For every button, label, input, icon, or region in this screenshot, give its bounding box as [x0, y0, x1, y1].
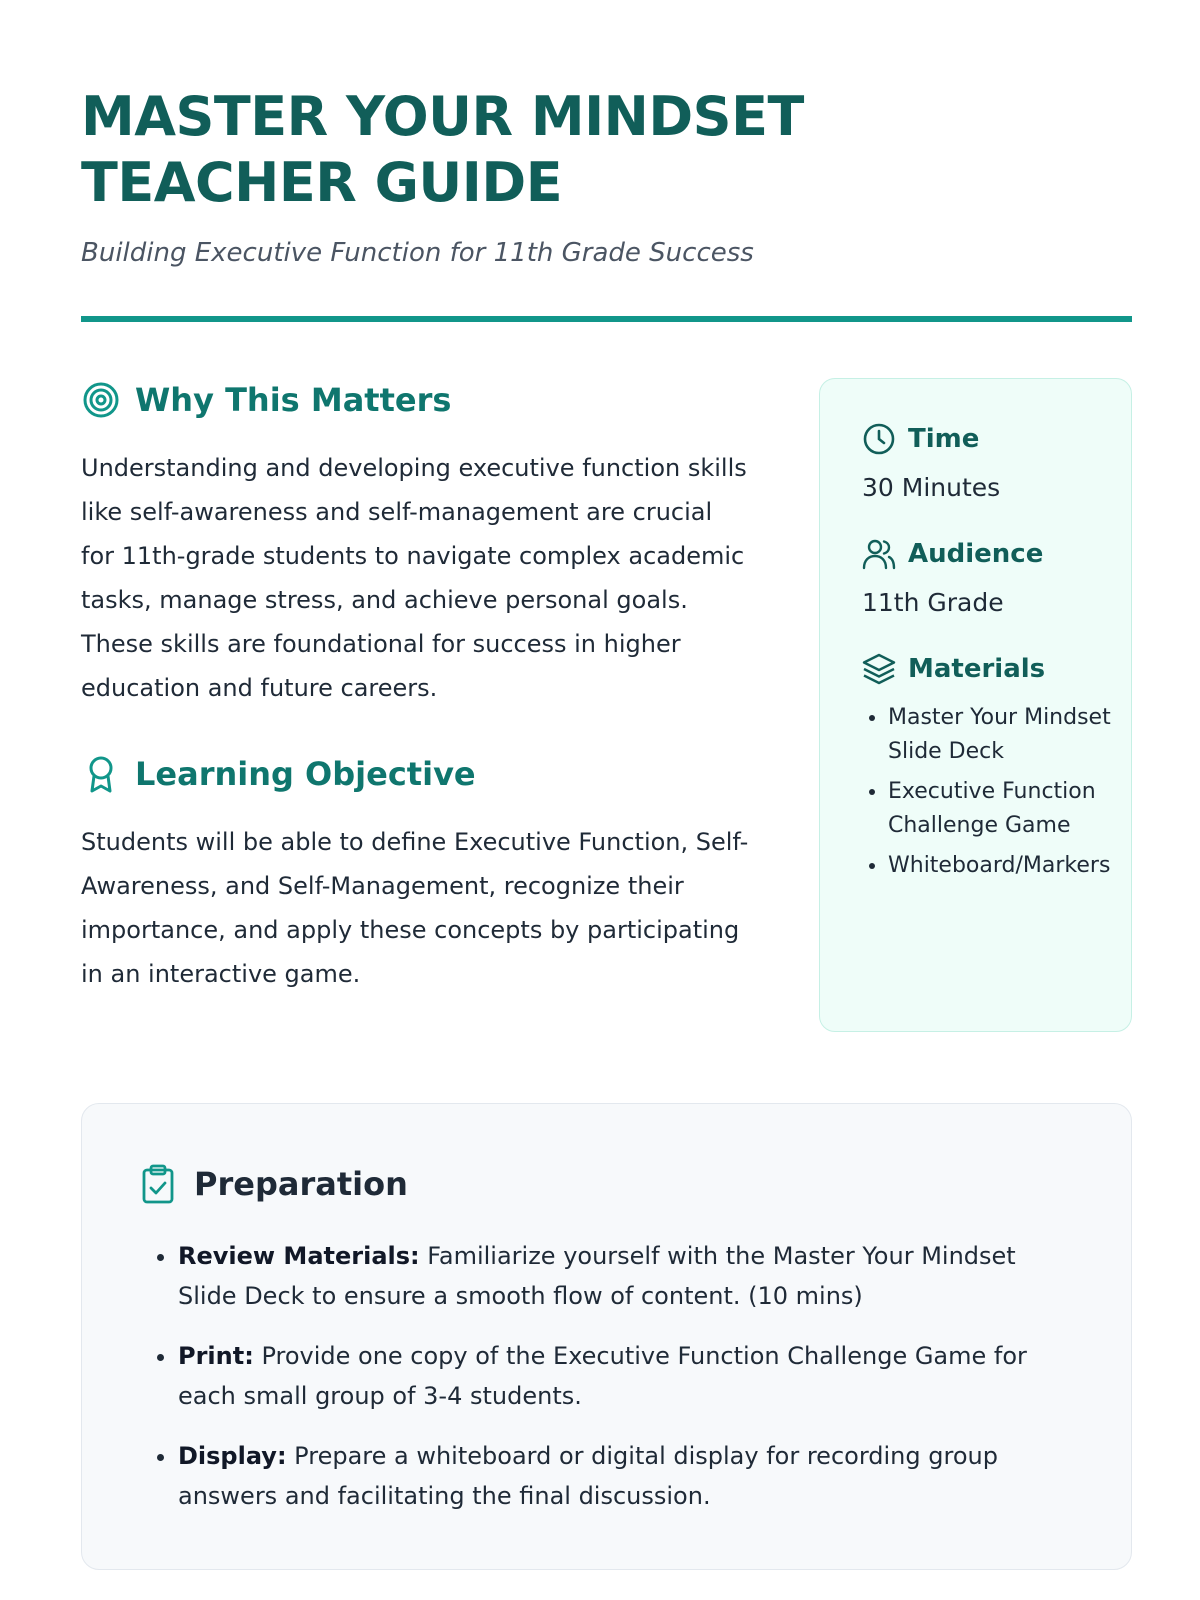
time-label: Time [908, 424, 980, 454]
title-line-2: TEACHER GUIDE [81, 151, 563, 214]
list-item [178, 1236, 1071, 1316]
clipboard-check-icon [140, 1164, 176, 1204]
list-item: • Executive Function Challenge Game [888, 775, 1123, 843]
layers-icon [862, 652, 896, 686]
objective-body: Students will be able to define Executive Function, Self-Awareness, and Self-Management, recognize their importance, and apply these concepts by participating in an interactive game. [81, 828, 749, 988]
objective-heading: Learning Objective [135, 755, 476, 793]
clock-icon [862, 422, 896, 456]
audience-value: 11th Grade [862, 588, 1004, 617]
materials-info [862, 651, 1131, 883]
why-section-header [81, 378, 751, 422]
preparation-list [140, 1236, 1071, 1516]
users-icon [862, 537, 896, 571]
title-line-1: MASTER YOUR MINDSET [81, 85, 804, 148]
why-body: Understanding and developing executive function skills like self-awareness and self-management are crucial for 11th-grade students to navigate complex academic tasks, manage stress, and achieve personal goals. These skills are foundational for success in higher education and future careers. [81, 454, 747, 702]
prep-item-label: Print: [178, 1342, 254, 1370]
audience-info [862, 536, 1131, 617]
materials-list [862, 701, 1123, 883]
prep-item-text: Prepare a whiteboard or digital display for recording group answers and facilitating the final discussion. [178, 1442, 998, 1510]
target-icon [81, 380, 121, 420]
preparation-card [81, 1103, 1132, 1570]
objective-section-header [81, 752, 751, 796]
list-item: • Whiteboard/Markers [888, 849, 1123, 883]
list-item [178, 1436, 1071, 1516]
time-info [862, 421, 1131, 502]
award-icon [81, 754, 121, 794]
audience-label: Audience [908, 539, 1044, 569]
prep-item-text: Familiarize yourself with the Master Your Mindset Slide Deck to ensure a smooth flow of content. (10 mins) [178, 1242, 1016, 1310]
lesson-info-card [819, 378, 1132, 1032]
list-item [178, 1336, 1071, 1416]
list-item: • Master Your Mindset Slide Deck [888, 701, 1123, 769]
preparation-heading: Preparation [194, 1165, 408, 1203]
prep-item-text: Provide one copy of the Executive Function Challenge Game for each small group of 3-4 students. [178, 1342, 1027, 1410]
time-value: 30 Minutes [862, 473, 1001, 502]
why-heading: Why This Matters [135, 381, 452, 419]
overview-section [81, 322, 1111, 1022]
preparation-header [140, 1162, 1071, 1206]
page-title [81, 0, 1098, 216]
page-subtitle: Building Executive Function for 11th Grade Success [81, 238, 754, 268]
prep-item-label: Display: [178, 1442, 287, 1470]
main-column [81, 378, 751, 996]
materials-label: Materials [908, 654, 1046, 684]
prep-item-label: Review Materials: [178, 1242, 420, 1270]
